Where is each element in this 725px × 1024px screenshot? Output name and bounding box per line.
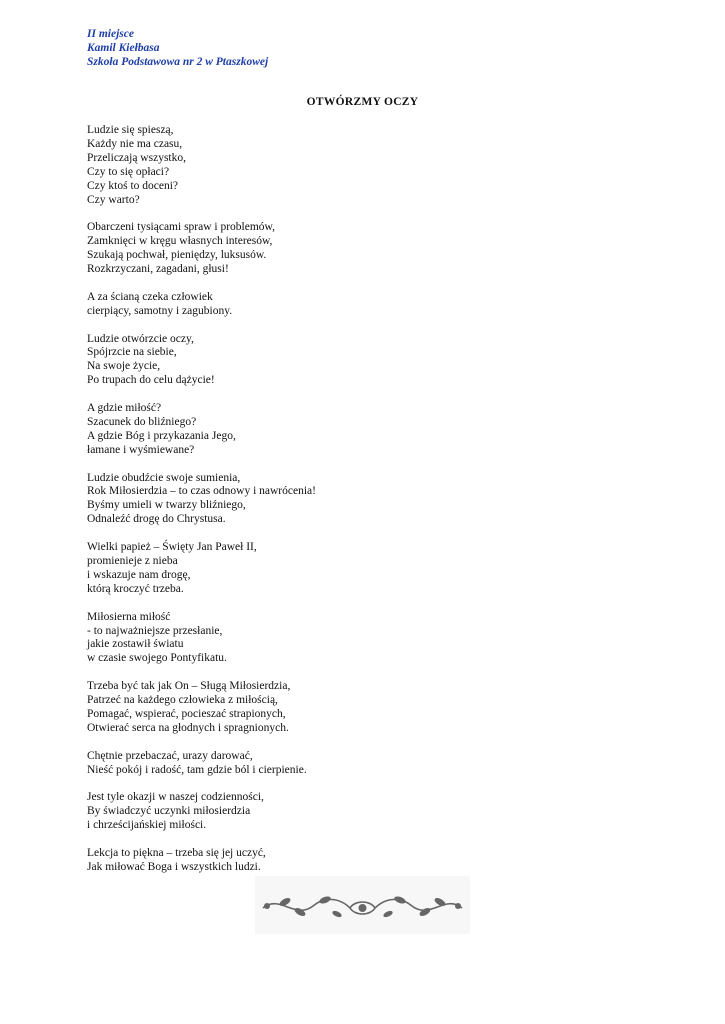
- poem-line: Ludzie obudźcie swoje sumienia,: [87, 471, 241, 484]
- poem-line: Czy warto?: [87, 193, 140, 206]
- poem-line: którą kroczyć trzeba.: [87, 582, 184, 595]
- poem-body: [87, 124, 316, 889]
- poem-line: Rok Miłosierdzia – to czas odnowy i nawrócenia!: [87, 485, 316, 498]
- stanza: [87, 847, 316, 875]
- stanza: [87, 124, 316, 207]
- award-place: II miejsce: [87, 28, 134, 40]
- poem-line: Spójrzcie na siebie,: [87, 346, 177, 359]
- poem-line: promienieje z nieba: [87, 555, 178, 567]
- poem-line: Przeliczają wszystko,: [87, 151, 186, 164]
- stanza: [87, 402, 316, 458]
- poem-line: Trzeba być tak jak On – Sługą Miłosierdzia,: [87, 680, 291, 693]
- poem-line: w czasie swojego Pontyfikatu.: [87, 652, 227, 665]
- poem-line: A gdzie miłość?: [87, 402, 162, 415]
- poem-line: A gdzie Bóg i przykazania Jego,: [87, 429, 236, 442]
- poem-line: Rozkrzyczani, zagadani, głusi!: [87, 263, 229, 276]
- poem-line: - to najważniejsze przesłanie,: [87, 624, 223, 637]
- stanza: [87, 291, 316, 319]
- poem-line: Jest tyle okazji w naszej codzienności,: [87, 791, 264, 804]
- poem-line: Ludzie otwórzcie oczy,: [87, 332, 194, 345]
- poem-line: Odnaleźć drogę do Chrystusa.: [87, 513, 226, 526]
- poem-line: Pomagać, wspierać, pocieszać strapionych,: [87, 707, 286, 720]
- poem-line: Obarczeni tysiącami spraw i problemów,: [87, 221, 275, 234]
- stanza: [87, 791, 316, 833]
- poem-line: i wskazuje nam drogę,: [87, 568, 191, 581]
- poem-line: Wielki papież – Święty Jan Paweł II,: [87, 541, 257, 554]
- poem-line: Lekcja to piękna – trzeba się jej uczyć,: [87, 846, 266, 859]
- poem-line: Na swoje życie,: [87, 360, 161, 373]
- stanza: [87, 750, 316, 778]
- poem-line: jakie zostawił światu: [87, 638, 184, 651]
- poem-line: Czy to się opłaci?: [87, 165, 170, 178]
- poem-line: Ludzie się spieszą,: [87, 124, 174, 136]
- poem-line: Nieść pokój i radość, tam gdzie ból i cierpienie.: [87, 763, 307, 776]
- poem-line: Zamknięci w kręgu własnych interesów,: [87, 235, 273, 248]
- poem-line: i chrześcijańskiej miłości.: [87, 819, 207, 832]
- author-name: Kamil Kiełbasa: [87, 42, 160, 54]
- poem-line: Miłosierna miłość: [87, 610, 171, 623]
- stanza: [87, 333, 316, 389]
- poem-line: Byśmy umieli w twarzy bliźniego,: [87, 499, 246, 512]
- poem-line: Jak miłować Boga i wszystkich ludzi.: [87, 860, 261, 873]
- poem-line: Każdy nie ma czasu,: [87, 137, 183, 150]
- poem-line: Otwierać serca na głodnych i spragnionych.: [87, 721, 289, 734]
- floral-ornament-icon: [255, 876, 470, 934]
- stanza: [87, 611, 316, 667]
- stanza: [87, 680, 316, 736]
- poem-line: Chętnie przebaczać, urazy darować,: [87, 749, 253, 762]
- header-block: [87, 27, 268, 69]
- stanza: [87, 541, 316, 597]
- poem-line: Czy ktoś to doceni?: [87, 179, 179, 192]
- poem-line: łamane i wyśmiewane?: [87, 443, 195, 456]
- poem-line: Szacunek do bliźniego?: [87, 415, 197, 428]
- poem-line: Po trupach do celu dążycie!: [87, 374, 215, 387]
- poem-line: A za ścianą czeka człowiek: [87, 290, 213, 303]
- poem-line: cierpiący, samotny i zagubiony.: [87, 304, 233, 317]
- poem-title: OTWÓRZMY OCZY: [306, 96, 419, 108]
- school-name: Szkoła Podstawowa nr 2 w Ptaszkowej: [87, 56, 269, 68]
- stanza: [87, 221, 316, 277]
- poem-line: Szukają pochwał, pieniędzy, luksusów.: [87, 249, 267, 262]
- poem-line: Patrzeć na każdego człowieka z miłością,: [87, 694, 278, 707]
- stanza: [87, 472, 316, 528]
- poem-line: By świadczyć uczynki miłosierdzia: [87, 805, 251, 818]
